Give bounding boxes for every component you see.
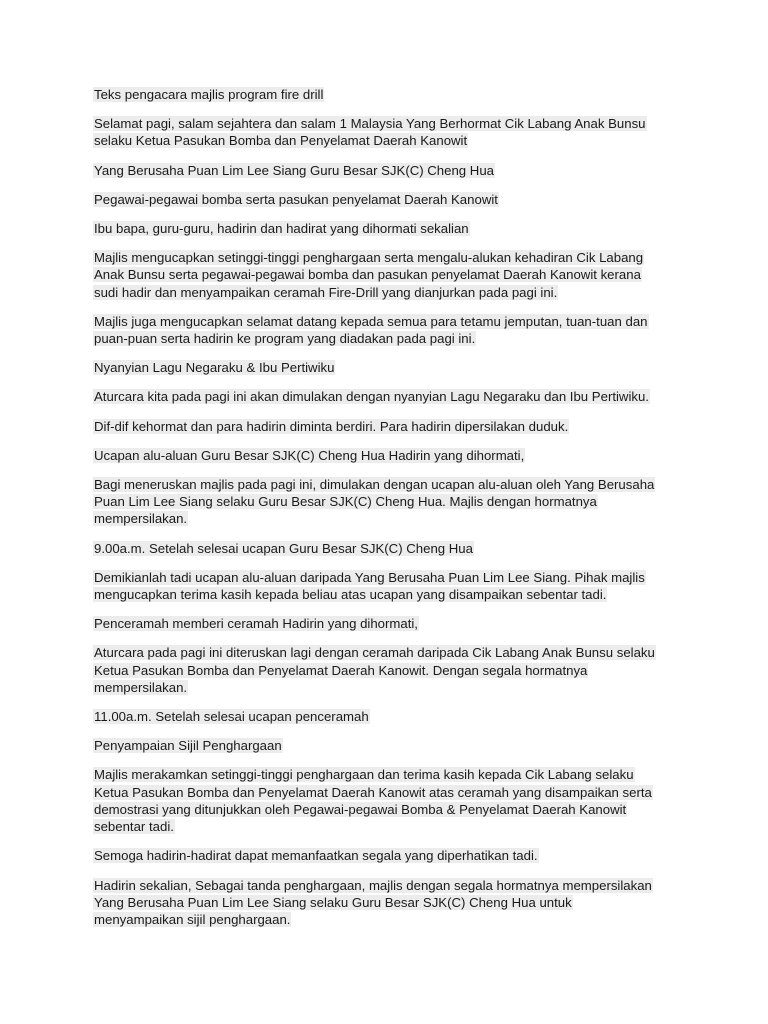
text-line (93, 737, 683, 754)
text-line-content: Penceramah memberi ceramah Hadirin yang dihormati, (94, 616, 418, 632)
text-line-content: Ketua Pasukan Bomba dan Penyelamat Daerah Kanowit. Dengan segala hormatnya (94, 662, 588, 678)
paragraph (93, 766, 683, 835)
paragraph (93, 86, 683, 103)
text-line (93, 220, 683, 237)
text-line-content: Semoga hadirin-hadirat dapat memanfaatkan segala yang diperhatikan tadi. (94, 848, 538, 864)
text-line (93, 540, 683, 557)
text-line-content: Yang Berusaha Puan Lim Lee Siang Guru Besar SJK(C) Cheng Hua (94, 162, 495, 178)
text-line (93, 493, 683, 510)
text-line-content: sudi hadir dan menyampaikan ceramah Fire-Drill yang dianjurkan pada pagi ini. (94, 284, 558, 300)
text-line (93, 847, 683, 864)
text-line-content: Majlis juga mengucapkan selamat datang kepada semua para tetamu jemputan, tuan-tuan dan (94, 313, 648, 329)
text-line (93, 877, 683, 894)
paragraph (93, 418, 683, 435)
text-line-content: Ucapan alu-aluan Guru Besar SJK(C) Cheng Hua Hadirin yang dihormati, (94, 447, 525, 463)
text-line (93, 586, 683, 603)
text-line (93, 266, 683, 283)
text-line-content: Majlis mengucapkan setinggi-tinggi penghargaan serta mengalu-alukan kehadiran Cik Labang (94, 250, 644, 266)
text-line (93, 766, 683, 783)
text-line-content: Bagi meneruskan majlis pada pagi ini, dimulakan dengan ucapan alu-aluan oleh Yang Berusaha (94, 477, 655, 493)
text-line-content: demostrasi yang ditunjukkan oleh Pegawai-pegawai Bomba & Penyelamat Daerah Kanowit (94, 801, 627, 817)
text-line (93, 679, 683, 696)
paragraph (93, 644, 683, 696)
paragraph (93, 476, 683, 528)
text-line-content: mengucapkan terima kasih kepada beliau atas ucapan yang disampaikan sebentar tadi. (94, 587, 607, 603)
paragraph (93, 540, 683, 557)
text-line-content: Penyampaian Sijil Penghargaan (94, 738, 282, 754)
paragraph (93, 249, 683, 301)
text-line-content: 9.00a.m. Setelah selesai ucapan Guru Besar SJK(C) Cheng Hua (94, 540, 473, 556)
text-line-content: Demikianlah tadi ucapan alu-aluan daripada Yang Berusaha Puan Lim Lee Siang. Pihak majlis (94, 569, 645, 585)
text-line (93, 388, 683, 405)
paragraph (93, 191, 683, 208)
text-line-content: Dif-dif kehormat dan para hadirin diminta berdiri. Para hadirin dipersilakan duduk. (94, 418, 569, 434)
paragraph (93, 313, 683, 347)
text-line-content: Pegawai-pegawai bomba serta pasukan penyelamat Daerah Kanowit (94, 191, 498, 207)
text-line-content: sebentar tadi. (94, 819, 174, 835)
text-line (93, 615, 683, 632)
text-line-content: selaku Ketua Pasukan Bomba dan Penyelamat Daerah Kanowit (94, 133, 468, 149)
text-line-content: Selamat pagi, salam sejahtera dan salam 1 Malaysia Yang Berhormat Cik Labang Anak Bunsu (94, 116, 646, 132)
text-line-content: 11.00a.m. Setelah selesai ucapan penceramah (94, 709, 369, 725)
text-line (93, 801, 683, 818)
text-line (93, 708, 683, 725)
text-line (93, 191, 683, 208)
paragraph (93, 847, 683, 864)
text-line (93, 476, 683, 493)
paragraph (93, 737, 683, 754)
text-line-content: Teks pengacara majlis program fire drill (94, 87, 324, 102)
text-line (93, 569, 683, 586)
text-line (93, 418, 683, 435)
paragraph (93, 708, 683, 725)
document-body (93, 86, 683, 940)
text-line (93, 818, 683, 835)
text-line (93, 284, 683, 301)
text-line (93, 86, 683, 103)
text-line (93, 447, 683, 464)
paragraph (93, 877, 683, 929)
text-line-content: menyampaikan sijil penghargaan. (94, 911, 291, 927)
paragraph (93, 615, 683, 632)
text-line-content: Ibu bapa, guru-guru, hadirin dan hadirat yang dihormati sekalian (94, 221, 469, 237)
text-line-content: puan-puan serta hadirin ke program yang diadakan pada pagi ini. (94, 331, 476, 347)
text-line (93, 313, 683, 330)
text-line (93, 911, 683, 928)
text-line (93, 894, 683, 911)
paragraph (93, 359, 683, 376)
paragraph (93, 115, 683, 149)
text-line-content: Nyanyian Lagu Negaraku & Ibu Pertiwiku (94, 360, 335, 376)
text-line-content: Aturcara pada pagi ini diteruskan lagi dengan ceramah daripada Cik Labang Anak Bunsu selaku (94, 645, 655, 661)
text-line (93, 510, 683, 527)
text-line (93, 662, 683, 679)
paragraph (93, 388, 683, 405)
text-line-content: Aturcara kita pada pagi ini akan dimulakan dengan nyanyian Lagu Negaraku dan Ibu Pertiwiku. (94, 389, 649, 405)
text-line-content: Hadirin sekalian, Sebagai tanda penghargaan, majlis dengan segala hormatnya mempersilakan (94, 877, 652, 893)
text-line (93, 162, 683, 179)
text-line (93, 330, 683, 347)
text-line (93, 249, 683, 266)
text-line (93, 115, 683, 132)
text-line-content: Ketua Pasukan Bomba dan Penyelamat Daerah Kanowit atas ceramah yang disampaikan serta (94, 784, 652, 800)
text-line (93, 359, 683, 376)
text-line (93, 132, 683, 149)
text-line (93, 784, 683, 801)
text-line-content: mempersilakan. (94, 511, 188, 527)
paragraph (93, 162, 683, 179)
text-line-content: Puan Lim Lee Siang selaku Guru Besar SJK(C) Cheng Hua. Majlis dengan hormatnya (94, 494, 597, 510)
text-line-content: Yang Berusaha Puan Lim Lee Siang selaku Guru Besar SJK(C) Cheng Hua untuk (94, 894, 572, 910)
text-line-content: Majlis merakamkan setinggi-tinggi penghargaan dan terima kasih kepada Cik Labang selaku (94, 767, 634, 783)
paragraph (93, 220, 683, 237)
text-line-content: mempersilakan. (94, 679, 188, 695)
text-line-content: Anak Bunsu serta pegawai-pegawai bomba dan pasukan penyelamat Daerah Kanowit kerana (94, 267, 641, 283)
paragraph (93, 569, 683, 603)
paragraph (93, 447, 683, 464)
text-line (93, 644, 683, 661)
